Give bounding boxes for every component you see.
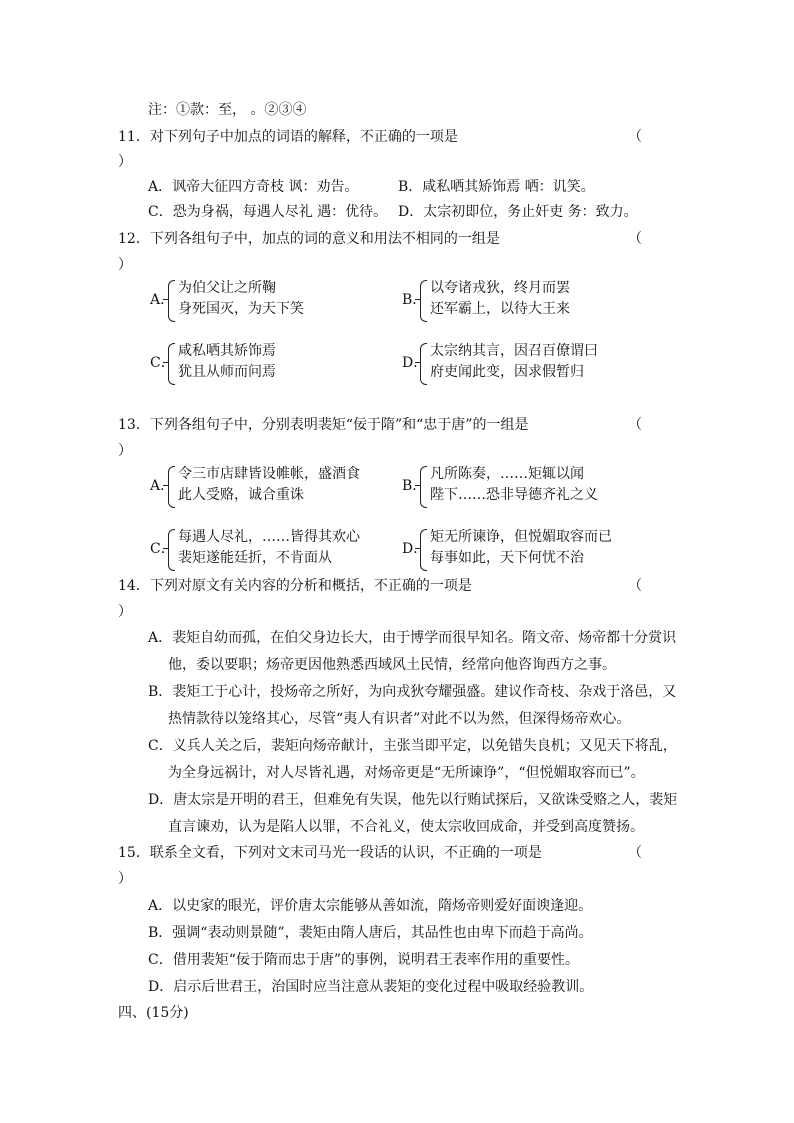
option-letter: B．	[402, 478, 427, 494]
q11-option-a: A．讽帝大征四方奇枝 讽：劝告。	[148, 179, 359, 195]
brace-icon	[168, 280, 175, 322]
q14-answer-paren-open: （	[628, 578, 642, 594]
brace-icon	[420, 466, 427, 508]
option-sentence-1: 凡所陈奏，……矩辄以闻	[430, 466, 584, 482]
q13-stem: 13．下列各组句子中，分别表明裴矩“佞于隋”和“忠于唐”的一组是	[118, 417, 529, 433]
option-sentence-2: 每事如此，天下何忧不治	[430, 550, 584, 566]
brace-point	[415, 548, 421, 549]
option-sentence-2: 还军霸上，以待大王来	[430, 301, 570, 317]
brace-point	[163, 299, 169, 300]
q14-option-c-line1: C．义兵人关之后，裴矩向炀帝献计，主张当即平定，以免错失良机；又见天下将乱，	[148, 738, 677, 754]
q15-stem: 15．联系全文看，下列对文末司马光一段话的认识，不正确的一项是	[118, 845, 542, 861]
option-letter: D．	[402, 355, 428, 371]
q11-option-c: C．恐为身祸，每遇人尽礼 遇：优待。	[148, 204, 388, 220]
q12-answer-paren-open: （	[628, 231, 642, 247]
q14-option-c-line2: 为全身远祸计，对人尽皆礼遇，对炀帝更是“无所谏诤”，“但悦媚取容而已”。	[168, 765, 645, 781]
q14-option-b-line1: B．裴矩工于心计，投炀帝之所好，为向戎狄夸耀强盛。建议作奇枝、杂戏于洛邑，又	[148, 684, 677, 700]
section-4-heading: 四、(15分)	[118, 1005, 189, 1021]
brace-icon	[420, 529, 427, 571]
q11-option-b: B．咸私哂其矫饰焉 哂：讥笑。	[398, 179, 595, 195]
q11-option-d: D．太宗初即位，务止奸吏 务：致力。	[398, 204, 638, 220]
q14-option-d-line2: 直言谏劝，认为是陷人以罪，不合礼义，使太宗收回成命，并受到高度赞扬。	[168, 819, 644, 835]
brace-icon	[168, 529, 175, 571]
q14-stem: 14．下列对原文有关内容的分析和概括，不正确的一项是	[118, 578, 472, 594]
option-sentence-1: 令三市店肆皆设帷帐，盛酒食	[178, 466, 360, 482]
q14-option-b-line2: 热情款待以笼络其心，尽管“夷人有识者”对此不以为然，但深得炀帝欢心。	[168, 711, 631, 727]
option-letter: B．	[402, 292, 427, 308]
option-sentence-1: 以夸诸戎狄，终月而罢	[430, 280, 570, 296]
q15-answer-paren-close: ）	[118, 871, 132, 887]
q14-option-d-line1: D．唐太宗是开明的君王，但难免有失误，他先以行贿试探后，又欲诛受赂之人，裴矩	[148, 792, 678, 808]
q14-answer-paren-close: ）	[118, 604, 132, 620]
brace-icon	[420, 343, 427, 385]
q15-answer-paren-open: （	[628, 845, 642, 861]
q14-option-a-line1: A．裴矩自幼而孤，在伯父身边长大，由于博学而很早知名。隋文帝、炀帝都十分赏识	[148, 630, 677, 646]
option-sentence-1: 咸私哂其矫饰焉	[178, 343, 276, 359]
option-letter: A．	[150, 478, 175, 494]
option-sentence-2: 陛下……恐非导德齐礼之义	[430, 487, 598, 503]
option-letter: A．	[150, 292, 175, 308]
q15-option-c: C．借用裴矩“佞于隋而忠于唐”的事例，说明君王表率作用的重要性。	[148, 952, 580, 968]
brace-point	[163, 548, 169, 549]
q11-answer-paren-close: ）	[118, 154, 132, 170]
q15-option-a: A．以史家的眼光，评价唐太宗能够从善如流，隋炀帝则爱好面谀逢迎。	[148, 898, 593, 914]
q12-stem: 12．下列各组句子中，加点的词的意义和用法不相同的一组是	[118, 231, 500, 247]
q13-answer-paren-open: （	[628, 417, 642, 433]
brace-icon	[168, 466, 175, 508]
option-sentence-1: 每遇人尽礼，……皆得其欢心	[178, 529, 360, 545]
q11-answer-paren-open: （	[628, 129, 642, 145]
q11-stem: 11．对下列句子中加点的词语的解释，不正确的一项是	[118, 129, 458, 145]
brace-point	[415, 299, 421, 300]
brace-point	[163, 362, 169, 363]
option-sentence-2: 裴矩遂能廷折，不肯面从	[178, 550, 332, 566]
q15-option-d: D．启示后世君王，治国时应当注意从裴矩的变化过程中吸取经验教训。	[148, 979, 594, 995]
q14-option-a-line2: 他，委以要职；炀帝更因他熟悉西域风土民情，经常向他咨询西方之事。	[168, 657, 616, 673]
brace-point	[415, 362, 421, 363]
option-sentence-2: 身死国灭，为天下笑	[178, 301, 304, 317]
q12-answer-paren-close: ）	[118, 257, 132, 273]
brace-point	[163, 485, 169, 486]
option-letter: C．	[150, 355, 175, 371]
option-sentence-1: 为伯父让之所鞠	[178, 280, 276, 296]
option-sentence-1: 矩无所谏诤，但悦媚取容而已	[430, 529, 612, 545]
note-line: 注：①款：至， 。②③④	[148, 102, 307, 118]
brace-icon	[168, 343, 175, 385]
option-sentence-2: 府吏闻此变，因求假暂归	[430, 364, 584, 380]
option-sentence-1: 太宗纳其言，因召百僚谓曰	[430, 343, 598, 359]
q15-option-b: B．强调“表动则景随”，裴矩由隋人唐后，其品性也由卑下而趋于高尚。	[148, 925, 593, 941]
brace-icon	[420, 280, 427, 322]
option-sentence-2: 犹且从师而问焉	[178, 364, 276, 380]
q13-answer-paren-close: ）	[118, 443, 132, 459]
option-sentence-2: 此人受赂，诚合重诛	[178, 487, 304, 503]
option-letter: D．	[402, 541, 428, 557]
brace-point	[415, 485, 421, 486]
option-letter: C．	[150, 541, 175, 557]
